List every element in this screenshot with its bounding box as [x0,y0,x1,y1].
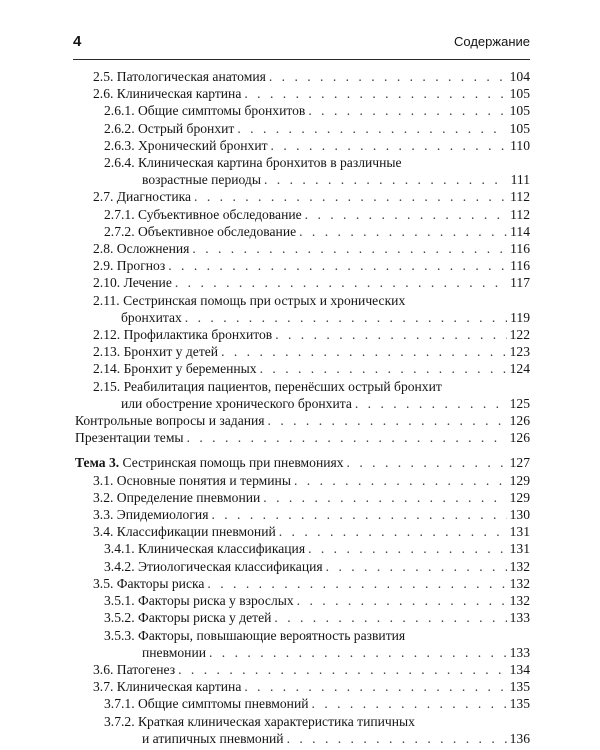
toc-entry [73,326,530,343]
dot-leader [207,575,506,592]
toc-entry [73,137,530,154]
toc-entry-text: 3.5. Факторы риска [93,575,205,591]
toc-entry [73,661,530,678]
dot-leader [268,412,507,429]
toc-entry-title [104,223,296,240]
toc-entry-text: 2.6.2. Острый бронхит [104,120,235,136]
dot-leader [237,120,506,137]
dot-leader [175,274,507,291]
dot-leader [308,102,506,119]
toc-entry [73,454,530,471]
header-rule [73,59,530,60]
toc-page-number: 132 [509,558,530,574]
toc-entry [73,540,530,557]
toc-page-number: 124 [509,361,530,377]
toc-entry-title [93,68,266,85]
toc-entry [73,429,530,446]
toc-page-number: 129 [509,489,530,505]
toc-entry-text: 3.5.2. Факторы риска у детей [104,610,272,626]
dot-leader [168,257,507,274]
dot-leader [297,592,507,609]
toc-entry-text: 3.4. Классификации пневмоний [93,524,276,540]
toc-page-number: 130 [509,507,530,523]
dot-leader [279,523,507,540]
toc-entry-title [93,661,175,678]
dot-leader [308,540,507,557]
toc-entry [73,592,530,609]
toc-entry [73,102,530,119]
toc-entry [73,257,530,274]
toc-entry-text: Сестринская помощь при пневмониях [119,455,344,471]
toc-page-number: 117 [510,275,530,291]
toc-entry [73,558,530,575]
toc-page-number: 105 [509,86,530,102]
toc-entry [73,695,530,712]
toc-entry-text: 3.1. Основные понятия и термины [93,472,291,488]
toc-entry [73,343,530,360]
toc-entry-text: 2.11. Сестринская помощь при острых и хронических [93,292,406,308]
toc-entry-text: 2.7. Диагностика [93,189,192,205]
toc-entry-text: 2.6. Клиническая картина [93,86,242,102]
toc-page-number: 116 [510,241,530,257]
toc-entry-text: 3.7.2. Краткая клиническая характеристика типичных [104,713,415,729]
dot-leader [244,85,506,102]
dot-leader [192,240,507,257]
toc-entry-title [104,714,415,729]
toc-page-number: 119 [510,309,530,325]
toc-page-number: 123 [509,344,530,360]
toc-entry-title [93,85,241,102]
toc-entry-text: 2.7.1. Субъективное обследование [104,206,302,222]
toc-page-number: 111 [510,172,530,188]
toc-entry-title [104,120,234,137]
dot-leader [274,609,506,626]
toc-entry-text: 2.10. Лечение [93,275,172,291]
dot-leader [326,558,507,575]
dot-leader [187,429,507,446]
toc-entry-title [142,730,284,747]
dot-leader [263,489,506,506]
dot-leader [312,695,507,712]
toc-entry-title [104,592,294,609]
dot-leader [211,506,506,523]
toc-entry [73,240,530,257]
toc-entry-title [104,540,305,557]
toc-page-number: 116 [510,258,530,274]
toc-page-number: 105 [509,103,530,119]
dot-leader [244,678,506,695]
toc-page-number: 135 [509,679,530,695]
toc-entry-title [121,395,352,412]
toc-entry-text: 2.5. Патологическая анатомия [93,69,266,84]
dot-leader [287,730,507,747]
toc-entry-text: 2.14. Бронхит у беременных [93,361,257,377]
toc-entry-text: 2.6.4. Клиническая картина бронхитов в различные [104,155,402,171]
toc-entry-title [93,343,218,360]
toc-entry-title [104,628,405,643]
table-of-contents [73,68,530,747]
toc-page-number: 114 [510,223,530,239]
dot-leader [194,188,507,205]
toc-entry-text: пневмонии [142,644,206,660]
toc-entry-text: возрастные периоды [142,172,261,188]
toc-entry-title [121,309,182,326]
toc-entry-text: 3.6. Патогенез [93,661,176,677]
toc-entry-text: 3.5.3. Факторы, повышающие вероятность развития [104,627,406,643]
toc-entry-title [104,695,309,712]
toc-entry-text: 2.9. Прогноз [93,258,166,274]
toc-entry-text: 3.5.1. Факторы риска у взрослых [104,593,294,609]
toc-entry-title [142,171,261,188]
toc-entry [73,378,530,412]
toc-entry-text: 3.4.1. Клиническая классификация [104,541,306,557]
toc-entry [73,609,530,626]
toc-entry-title [104,206,302,223]
toc-entry [73,120,530,137]
toc-entry [73,206,530,223]
dot-leader [221,343,507,360]
toc-entry-text: 2.13. Бронхит у детей [93,344,219,360]
toc-entry-text: бронхитах [121,309,182,325]
toc-entry [73,274,530,291]
toc-entry-text: Контрольные вопросы и задания [75,413,265,429]
toc-entry-title [93,360,257,377]
toc-entry-title [93,240,189,257]
dot-leader [347,454,507,471]
toc-entry-text: 2.8. Осложнения [93,241,190,257]
toc-entry-title [75,412,265,429]
toc-page-number: 112 [510,206,530,222]
toc-entry-title [104,155,402,170]
dot-leader [305,206,507,223]
running-title: Содержание [454,34,530,49]
toc-entry-title [93,506,208,523]
toc-entry-text: 2.7.2. Объективное обследование [104,223,297,239]
dot-leader [178,661,506,678]
dot-leader [264,171,508,188]
toc-entry-text: Презентации темы [75,430,184,446]
toc-page-number: 132 [509,593,530,609]
toc-entry [73,68,530,85]
toc-page-number: 126 [509,430,530,446]
toc-entry [73,472,530,489]
toc-entry [73,412,530,429]
toc-entry-title [142,644,206,661]
toc-page-number: 112 [510,189,530,205]
dot-leader [209,644,507,661]
toc-entry-text: и атипичных пневмоний [142,730,284,746]
dot-leader [299,223,507,240]
toc-entry-title [93,678,241,695]
toc-entry-title [93,293,405,308]
dot-leader [355,395,507,412]
toc-entry-title [75,454,344,471]
toc-entry-title [93,188,191,205]
toc-page-number: 131 [509,541,530,557]
toc-page-number: 131 [509,524,530,540]
toc-page-number: 136 [509,730,530,746]
toc-page-number: 134 [509,661,530,677]
toc-entry-title [104,558,323,575]
toc-entry-title [104,609,271,626]
toc-entry-title [93,489,260,506]
dot-leader [271,137,508,154]
toc-entry-text: 3.7.1. Общие симптомы пневмоний [104,696,309,712]
toc-page-number: 122 [509,327,530,343]
dot-leader [185,309,507,326]
toc-page-number: 126 [509,413,530,429]
toc-entry-title [93,326,272,343]
toc-entry-title [104,102,305,119]
toc-entry-title [75,429,184,446]
toc-entry [73,678,530,695]
toc-entry [73,223,530,240]
toc-page-number: 132 [509,575,530,591]
toc-entry [73,627,530,661]
toc-entry [73,154,530,188]
toc-entry-text: 3.7. Клиническая картина [93,679,242,695]
toc-entry [73,360,530,377]
toc-page-number: 127 [509,455,530,471]
toc-entry-text: 2.15. Реабилитация пациентов, перенёсших острый бронхит [93,378,442,394]
toc-page-number: 133 [509,610,530,626]
page-number: 4 [73,33,82,50]
dot-leader [275,326,506,343]
dot-leader [260,360,507,377]
toc-entry-text: 2.6.1. Общие симптомы бронхитов [104,103,306,119]
toc-entry-text: 2.6.3. Хронический бронхит [104,137,268,153]
toc-entry-title [93,257,165,274]
toc-entry-title [93,523,276,540]
toc-page-number: 133 [509,644,530,660]
toc-entry-title [93,274,172,291]
toc-entry [73,713,530,747]
toc-entry-text: 3.3. Эпидемиология [93,507,209,523]
toc-entry-title [104,137,268,154]
toc-entry-text: 3.4.2. Этиологическая классификация [104,558,323,574]
toc-page-number: 129 [509,472,530,488]
toc-entry-text: 2.12. Профилактика бронхитов [93,327,273,343]
toc-entry [73,85,530,102]
toc-entry-title [93,379,442,394]
toc-entry-title [93,575,204,592]
dot-leader [269,68,507,85]
toc-page-number: 104 [509,69,530,84]
toc-page-number: 105 [509,120,530,136]
toc-entry [73,489,530,506]
toc-entry-title [93,472,291,489]
dot-leader [294,472,507,489]
toc-page-number: 125 [509,395,530,411]
page-header [73,33,530,59]
topic-number: Тема 3. [75,455,120,471]
toc-entry-text: или обострение хронического бронхита [121,395,352,411]
toc-page-number: 110 [510,137,530,153]
toc-page-number: 135 [509,696,530,712]
toc-entry [73,523,530,540]
toc-entry [73,292,530,326]
toc-entry [73,575,530,592]
toc-entry-text: 3.2. Определение пневмонии [93,489,261,505]
toc-entry [73,188,530,205]
toc-entry [73,506,530,523]
